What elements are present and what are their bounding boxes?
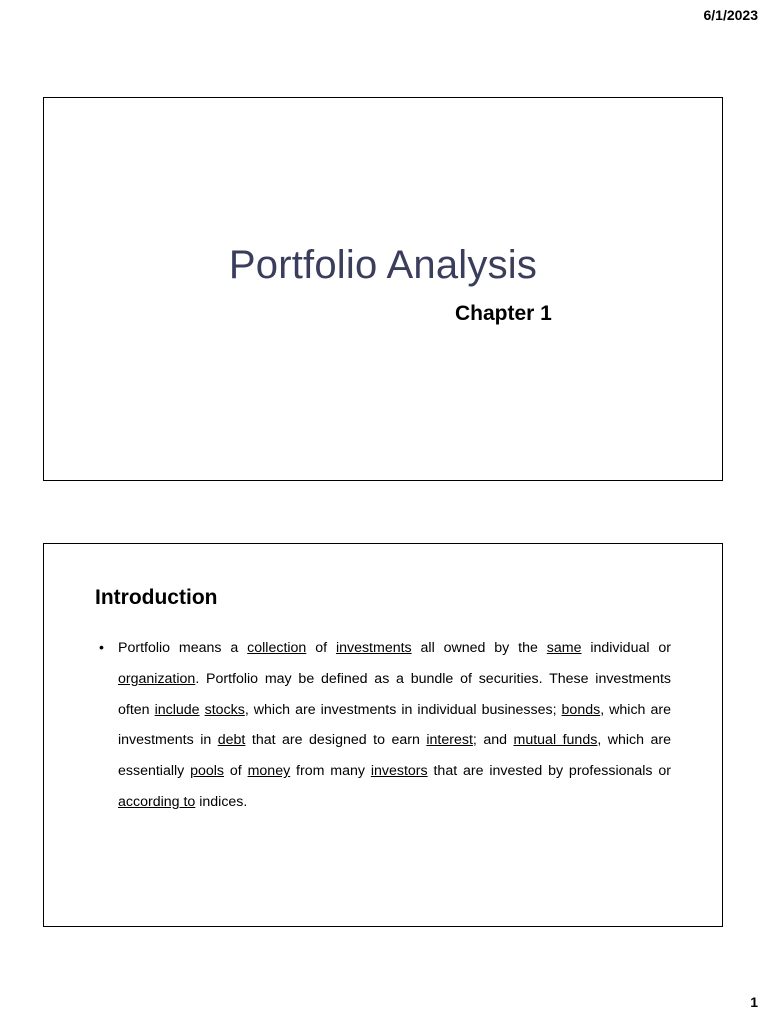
text-segment: of: [224, 763, 248, 780]
slide-title-slide: [43, 97, 723, 481]
slide-title: Portfolio Analysis: [228, 243, 538, 287]
underlined-term: according to: [118, 793, 196, 810]
text-segment: that are designed to earn: [245, 732, 427, 749]
bullet-item: [95, 633, 671, 818]
text-segment: , which are investments in: [118, 701, 671, 749]
bullet-marker: •: [99, 640, 104, 656]
underlined-term: mutual funds: [513, 732, 598, 749]
text-segment: from many: [290, 763, 371, 780]
underlined-term: same: [546, 640, 582, 656]
underlined-term: money: [247, 763, 291, 780]
page-number: 1: [750, 994, 758, 1010]
section-heading: Introduction: [95, 586, 218, 609]
underlined-term: interest: [426, 732, 473, 749]
text-segment: individual or: [581, 640, 672, 656]
underlined-term: investors: [370, 763, 428, 780]
text-segment: ; and: [472, 732, 514, 749]
text-segment: of: [306, 640, 336, 656]
underlined-term: investments: [335, 640, 412, 656]
underlined-term: pools: [190, 763, 225, 780]
text-segment: all owned by the: [411, 640, 547, 656]
underlined-term: stocks: [204, 701, 245, 718]
text-segment: that are invested by professionals or: [427, 763, 671, 780]
slide-introduction: [43, 543, 723, 927]
underlined-term: organization: [118, 670, 196, 687]
underlined-term: bonds: [561, 701, 601, 718]
text-segment: , which are investments in individual businesses;: [244, 701, 562, 718]
underlined-term: collection: [247, 640, 307, 656]
text-segment: , which are essentially: [118, 732, 672, 780]
text-segment: . Portfolio may be defined as a bundle of securities. These investments often: [118, 670, 671, 718]
text-segment: indices.: [195, 793, 248, 810]
underlined-term: debt: [217, 732, 246, 749]
slide-subtitle: Chapter 1: [455, 302, 552, 325]
text-segment: Portfolio means a: [118, 640, 248, 656]
bullet-list: [95, 633, 671, 818]
page-date: 6/1/2023: [703, 7, 758, 23]
underlined-term: include: [154, 701, 200, 718]
